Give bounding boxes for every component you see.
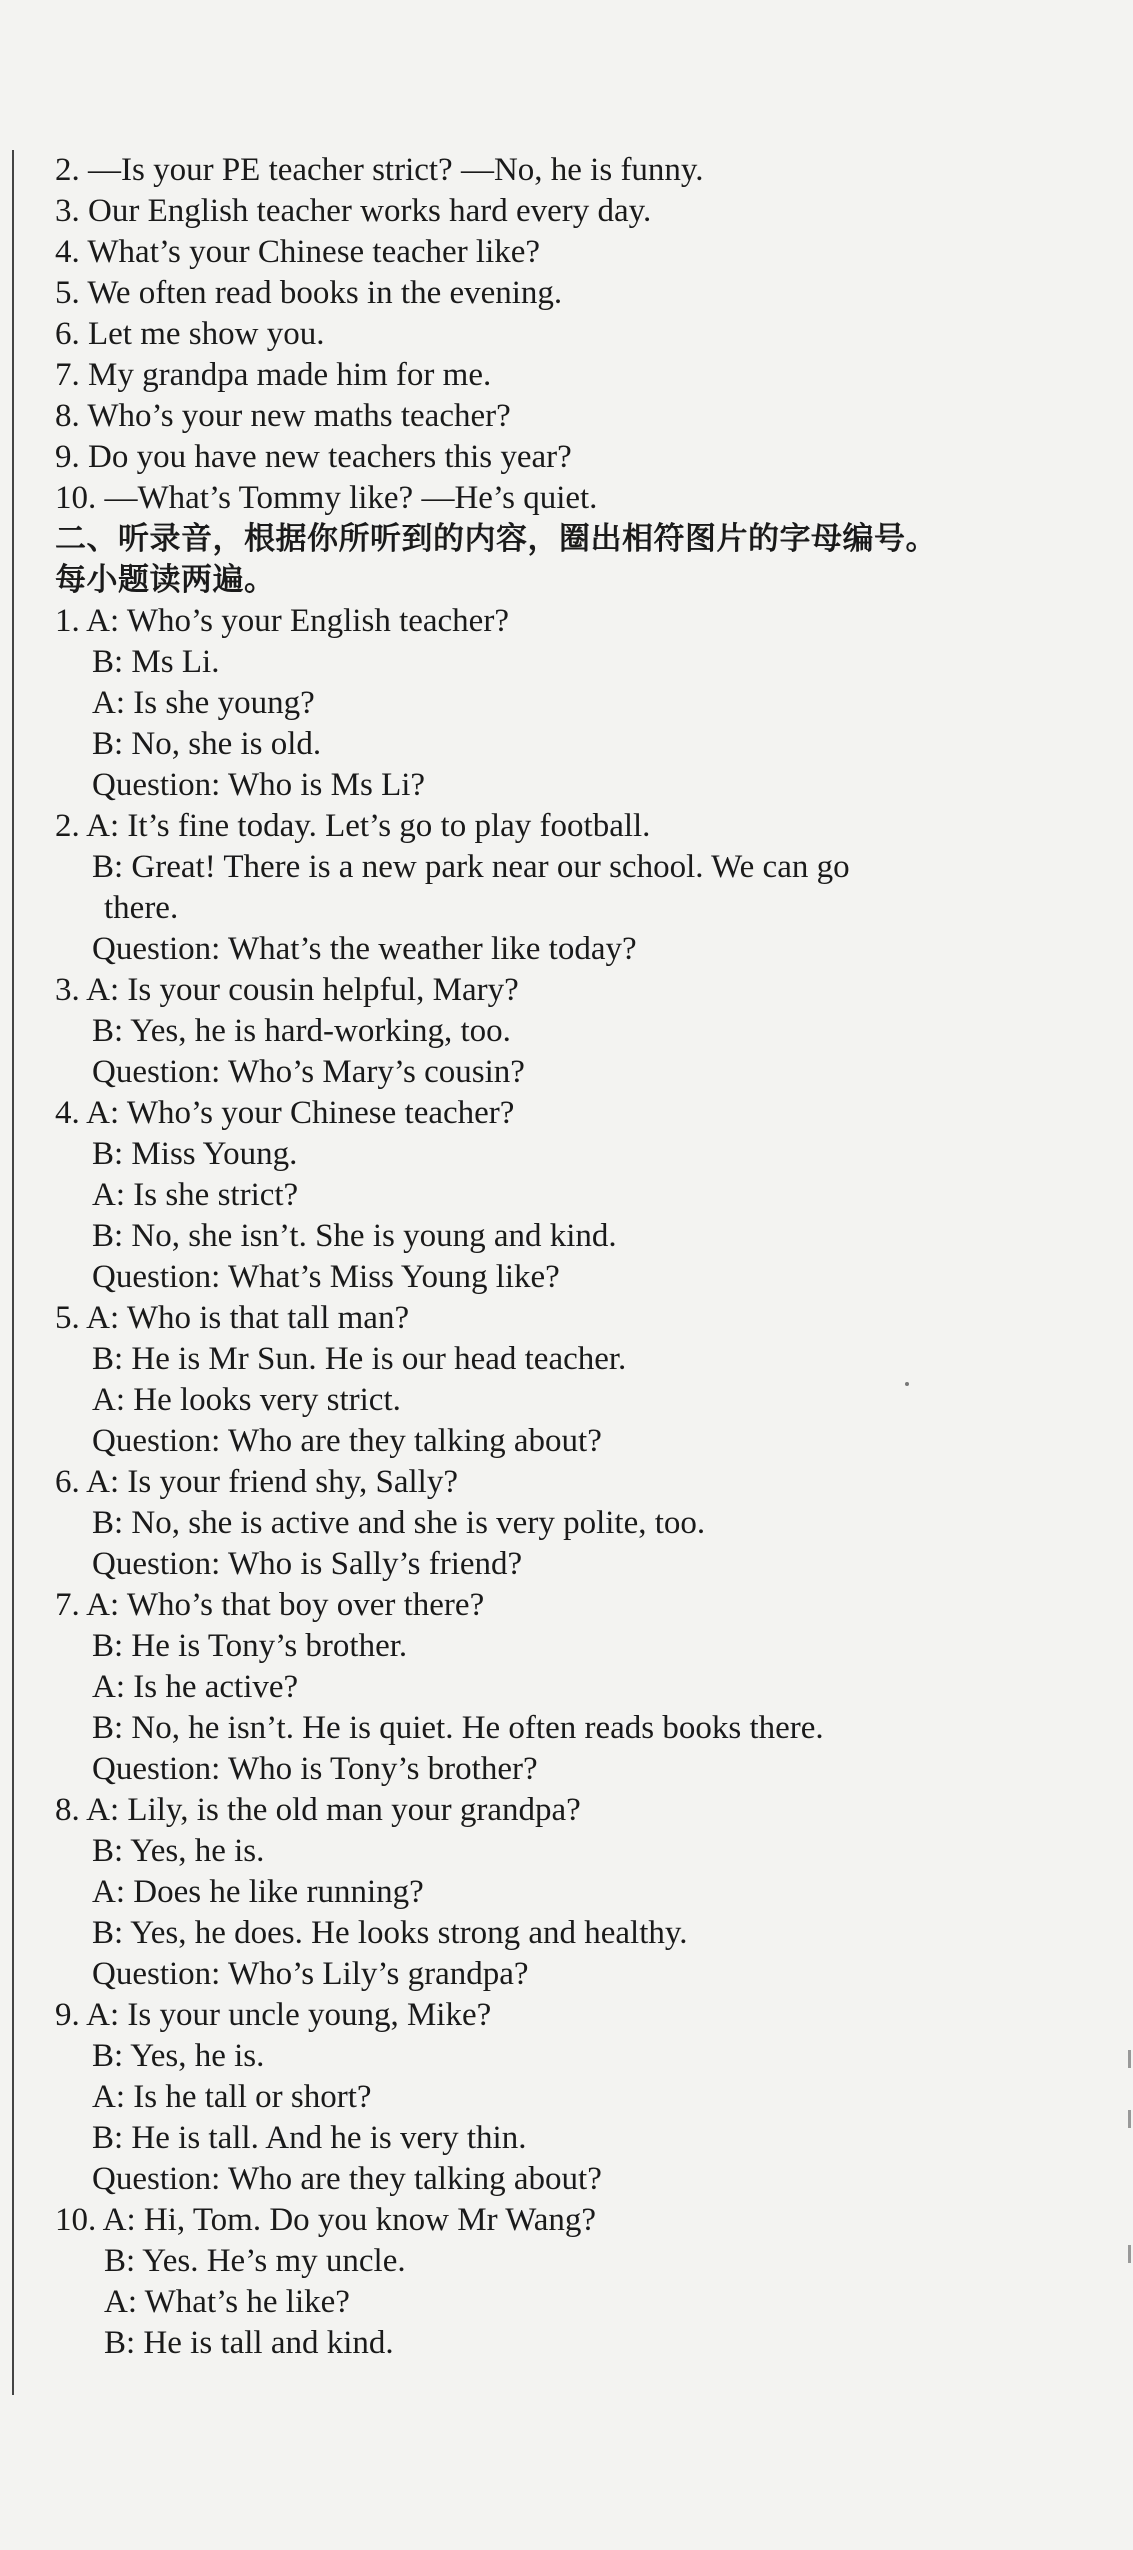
dialogue-5-line-3: A: He looks very strict. — [92, 1382, 401, 1418]
margin-rule — [12, 150, 14, 2395]
dialogue-2-line-3: there. — [104, 890, 179, 926]
part1-item-8: 8. Who’s your new maths teacher? — [55, 398, 511, 434]
part1-item-7: 7. My grandpa made him for me. — [55, 357, 492, 393]
dialogue-7-line-4: B: No, he isn’t. He is quiet. He often reads books there. — [92, 1710, 824, 1746]
dialogue-10-line-1: 10. A: Hi, Tom. Do you know Mr Wang? — [55, 2202, 597, 2238]
dialogue-1-line-4: B: No, she is old. — [92, 726, 322, 762]
dialogue-9-line-3: A: Is he tall or short? — [92, 2079, 372, 2115]
dialogue-9-line-1: 9. A: Is your uncle young, Mike? — [55, 1997, 492, 2033]
dialogue-4-line-3: A: Is she strict? — [92, 1177, 299, 1213]
scan-edge-mark — [1128, 2110, 1131, 2128]
dialogue-7-line-3: A: Is he active? — [92, 1669, 299, 1705]
dialogue-7-question: Question: Who is Tony’s brother? — [92, 1751, 538, 1787]
dialogue-9-question: Question: Who are they talking about? — [92, 2161, 602, 2197]
dialogue-9-line-4: B: He is tall. And he is very thin. — [92, 2120, 527, 2156]
section-heading: 二、听录音，根据你所听到的内容，圈出相符图片的字母编号。 — [55, 521, 937, 557]
dialogue-8-line-4: B: Yes, he does. He looks strong and healthy. — [92, 1915, 688, 1951]
dialogue-3-line-1: 3. A: Is your cousin helpful, Mary? — [55, 972, 519, 1008]
dialogue-9-line-2: B: Yes, he is. — [92, 2038, 265, 2074]
dialogue-4-line-2: B: Miss Young. — [92, 1136, 298, 1172]
scan-edge-mark — [1128, 2245, 1131, 2263]
part1-item-5: 5. We often read books in the evening. — [55, 275, 563, 311]
dialogue-3-question: Question: Who’s Mary’s cousin? — [92, 1054, 525, 1090]
dialogue-5-line-1: 5. A: Who is that tall man? — [55, 1300, 410, 1336]
part1-item-3: 3. Our English teacher works hard every day. — [55, 193, 652, 229]
dialogue-1-line-1: 1. A: Who’s your English teacher? — [55, 603, 509, 639]
dialogue-6-line-2: B: No, she is active and she is very polite, too. — [92, 1505, 706, 1541]
dialogue-7-line-1: 7. A: Who’s that boy over there? — [55, 1587, 485, 1623]
dialogue-8-line-1: 8. A: Lily, is the old man your grandpa? — [55, 1792, 581, 1828]
dialogue-2-question: Question: What’s the weather like today? — [92, 931, 637, 967]
dialogue-2-line-2: B: Great! There is a new park near our school. We can go — [92, 849, 850, 885]
dialogue-8-line-3: A: Does he like running? — [92, 1874, 424, 1910]
scan-speck — [905, 1382, 909, 1386]
part1-item-2: 2. —Is your PE teacher strict? —No, he is funny. — [55, 152, 704, 188]
part1-item-6: 6. Let me show you. — [55, 316, 325, 352]
dialogue-8-question: Question: Who’s Lily’s grandpa? — [92, 1956, 529, 1992]
dialogue-2-line-1: 2. A: It’s fine today. Let’s go to play football. — [55, 808, 651, 844]
dialogue-10-line-2: B: Yes. He’s my uncle. — [104, 2243, 406, 2279]
section-instruction: 每小题读两遍。 — [55, 562, 276, 598]
dialogue-7-line-2: B: He is Tony’s brother. — [92, 1628, 408, 1664]
part1-item-9: 9. Do you have new teachers this year? — [55, 439, 572, 475]
dialogue-10-line-3: A: What’s he like? — [104, 2284, 350, 2320]
dialogue-4-line-1: 4. A: Who’s your Chinese teacher? — [55, 1095, 515, 1131]
dialogue-10-line-4: B: He is tall and kind. — [104, 2325, 394, 2361]
part1-item-10: 10. —What’s Tommy like? —He’s quiet. — [55, 480, 598, 516]
dialogue-1-line-3: A: Is she young? — [92, 685, 315, 721]
dialogue-5-line-2: B: He is Mr Sun. He is our head teacher. — [92, 1341, 627, 1377]
scan-edge-mark — [1128, 2050, 1131, 2068]
dialogue-1-line-2: B: Ms Li. — [92, 644, 220, 680]
dialogue-6-line-1: 6. A: Is your friend shy, Sally? — [55, 1464, 458, 1500]
dialogue-4-question: Question: What’s Miss Young like? — [92, 1259, 560, 1295]
dialogue-8-line-2: B: Yes, he is. — [92, 1833, 265, 1869]
dialogue-1-question: Question: Who is Ms Li? — [92, 767, 426, 803]
dialogue-4-line-4: B: No, she isn’t. She is young and kind. — [92, 1218, 617, 1254]
dialogue-6-question: Question: Who is Sally’s friend? — [92, 1546, 523, 1582]
dialogue-3-line-2: B: Yes, he is hard-working, too. — [92, 1013, 511, 1049]
part1-item-4: 4. What’s your Chinese teacher like? — [55, 234, 541, 270]
dialogue-5-question: Question: Who are they talking about? — [92, 1423, 602, 1459]
